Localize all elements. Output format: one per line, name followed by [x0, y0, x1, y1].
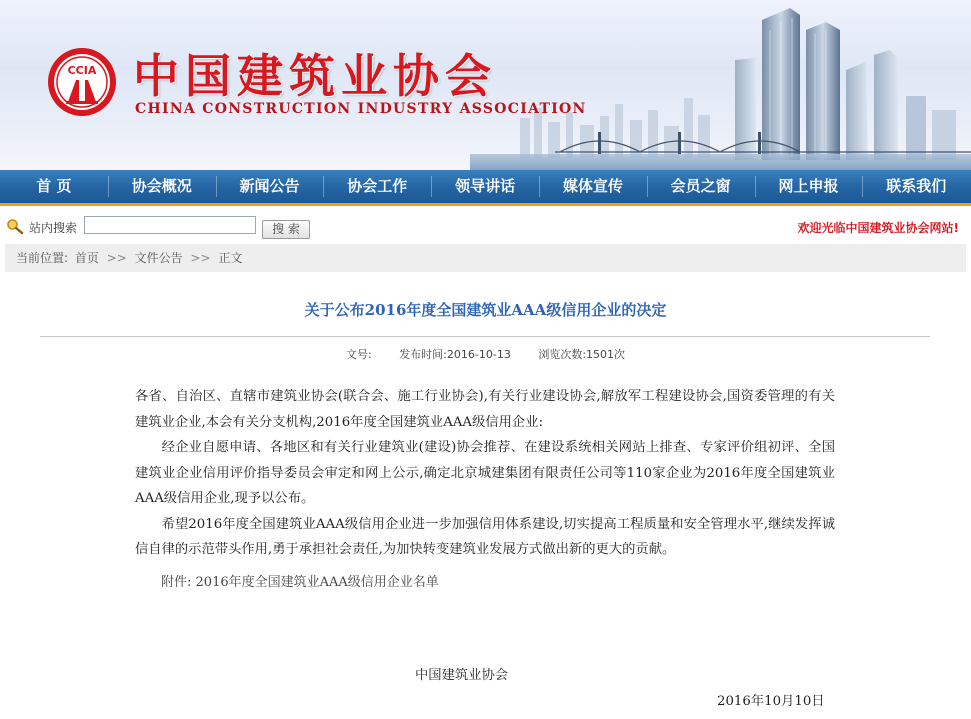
- search-label: 站内搜索: [29, 221, 78, 235]
- header-banner: [0, 0, 971, 170]
- nav-item-speeches[interactable]: 领导讲话: [431, 170, 539, 203]
- title-divider: [40, 336, 930, 337]
- nav-item-contact[interactable]: 联系我们: [862, 170, 970, 203]
- article-meta: [0, 346, 971, 362]
- attachment-link[interactable]: 2016年度全国建筑业AAA级信用企业名单: [195, 575, 439, 590]
- search-button[interactable]: 搜 索: [262, 220, 310, 239]
- welcome-message: 欢迎光临中国建筑业协会网站!: [797, 221, 959, 235]
- breadcrumb-prefix: 当前位置:: [16, 251, 69, 265]
- breadcrumb-separator: >>: [190, 251, 211, 265]
- article-paragraph: 经企业自愿申请、各地区和有关行业建筑业(建设)协会推荐、在建设系统相关网站上排查、专家评价组初评、全国建筑业企业信用评价指导委员会审定和网上公示,确定北京城建集团有限责任公司等110家企业为2016年度全国建筑业AAA级信用企业,现予以公布。: [135, 440, 835, 506]
- article-doc-no: 文号:: [345, 348, 372, 361]
- article-view-count: 浏览次数:1501次: [538, 348, 626, 361]
- nav-item-home[interactable]: 首 页: [36, 177, 72, 195]
- article-title: 关于公布2016年度全国建筑业AAA级信用企业的决定: [304, 301, 667, 319]
- magnifier-icon: [6, 218, 24, 234]
- article-body: [135, 384, 835, 563]
- breadcrumb-item-current: 正文: [218, 251, 243, 265]
- article-signature: 中国建筑业协会: [415, 668, 509, 683]
- site-title-cn: 中国建筑业协会: [133, 49, 497, 103]
- breadcrumb-item-home[interactable]: 首页: [74, 251, 99, 265]
- nav-item-work[interactable]: 协会工作: [323, 170, 431, 203]
- ccia-logo-icon: [46, 46, 118, 118]
- nav-item-members[interactable]: 会员之窗: [647, 170, 755, 203]
- search-bar: [0, 212, 971, 242]
- attachment-line: [161, 571, 439, 590]
- search-input[interactable]: [84, 216, 256, 234]
- article-sign-date: 2016年10月10日: [717, 694, 825, 709]
- site-title-en: CHINA CONSTRUCTION INDUSTRY ASSOCIATION: [135, 101, 587, 117]
- article-publish-time: 发布时间:2016-10-13: [399, 348, 511, 361]
- breadcrumb-separator: >>: [106, 251, 127, 265]
- article-paragraph: 各省、自治区、直辖市建筑业协会(联合会、施工行业协会),有关行业建设协会,解放军工程建设协会,国资委管理的有关建筑业企业,本会有关分支机构,2016年度全国建筑业AAA级信用企业:: [135, 389, 835, 430]
- nav-item-online-apply[interactable]: 网上申报: [755, 170, 863, 203]
- logo-badge-text: CCIA: [67, 64, 97, 77]
- breadcrumb-item-notices[interactable]: 文件公告: [134, 251, 183, 265]
- nav-item-media[interactable]: 媒体宣传: [539, 170, 647, 203]
- breadcrumb: [5, 244, 966, 272]
- attachment-prefix: 附件:: [161, 575, 192, 590]
- nav-item-news[interactable]: 新闻公告: [216, 170, 324, 203]
- nav-item-about[interactable]: 协会概况: [108, 170, 216, 203]
- article-paragraph: 希望2016年度全国建筑业AAA级信用企业进一步加强信用体系建设,切实提高工程质量和安全管理水平,继续发挥诚信自律的示范带头作用,勇于承担社会责任,为加快转变建筑业发展方式做出新的更大的贡献。: [135, 516, 835, 557]
- main-nav: [0, 170, 971, 206]
